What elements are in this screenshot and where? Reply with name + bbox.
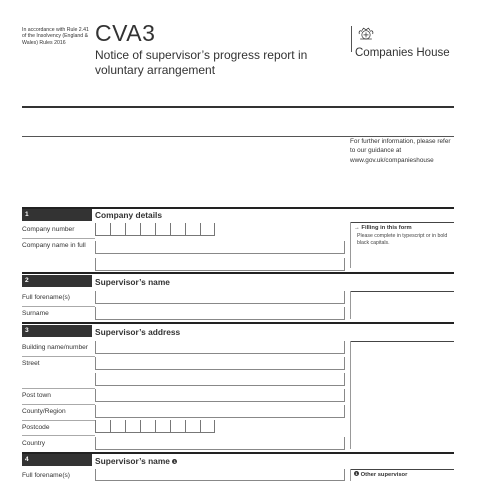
label-rule — [22, 404, 95, 405]
surname-label: Surname — [22, 310, 49, 317]
county-input[interactable] — [95, 405, 345, 418]
section-2-title: Supervisor’s name — [95, 277, 170, 287]
street-label: Street — [22, 360, 40, 367]
other-supervisor-title: 1 Other supervisor — [355, 471, 408, 478]
forenames-4-label: Full forename(s) — [22, 472, 71, 479]
section-3-side — [350, 341, 454, 449]
label-rule — [22, 356, 95, 357]
postcode-input[interactable] — [95, 420, 215, 434]
section-2-number: 2 — [22, 275, 92, 287]
company-name-input[interactable] — [95, 241, 345, 254]
royal-crest-icon — [355, 24, 377, 44]
post-town-input[interactable] — [95, 389, 345, 402]
surname-input[interactable] — [95, 307, 345, 320]
section-3-bar — [22, 322, 454, 324]
note-1-icon: 1 — [355, 471, 358, 476]
forenames-label: Full forename(s) — [22, 294, 71, 301]
label-rule — [22, 306, 95, 307]
section-1-number: 1 — [22, 209, 92, 221]
country-input[interactable] — [95, 437, 345, 450]
company-name-label: Company name in full — [22, 242, 86, 249]
header-rule — [22, 106, 454, 108]
section-2-bar — [22, 272, 454, 274]
company-name-input-line-2[interactable] — [95, 258, 345, 271]
building-input[interactable] — [95, 341, 345, 354]
section-4-number: 4 — [22, 454, 92, 466]
postcode-label: Postcode — [22, 424, 50, 431]
logo-divider — [351, 26, 352, 52]
note-1-icon: 1 — [173, 459, 176, 464]
label-rule — [22, 420, 95, 421]
street-input[interactable] — [95, 357, 345, 370]
street-input-line-2[interactable] — [95, 373, 345, 386]
org-name: Companies House — [355, 47, 450, 59]
forenames-4-input[interactable] — [95, 469, 345, 481]
further-info: For further information, please refer to our guidance at www.gov.uk/companieshouse — [350, 138, 451, 164]
section-2-side — [350, 291, 454, 319]
section-3-number: 3 — [22, 325, 92, 337]
building-label: Building name/number — [22, 344, 88, 351]
filling-title: → Filling in this form — [354, 225, 412, 231]
post-town-label: Post town — [22, 392, 51, 399]
label-rule — [22, 238, 95, 239]
filling-text: Please complete in typescript or in bold black capitals. — [357, 233, 448, 246]
country-label: Country — [22, 440, 46, 447]
section-3-title: Supervisor’s address — [95, 327, 181, 337]
company-number-input[interactable] — [95, 223, 215, 237]
form-title: Notice of supervisor’s progress report in voluntary arrangement — [95, 48, 308, 77]
forenames-input[interactable] — [95, 291, 345, 304]
county-label: County/Region — [22, 408, 66, 415]
rule-note: In accordance with Rule 2.41 of the Insolvency (England & Wales) Rules 2016 — [22, 27, 89, 46]
section-4-title: Supervisor’s name 1 — [95, 456, 176, 466]
section-1-title: Company details — [95, 210, 163, 220]
company-number-label: Company number — [22, 226, 75, 233]
label-rule — [22, 435, 95, 436]
form-code: CVA3 — [95, 20, 156, 46]
label-rule — [22, 388, 95, 389]
